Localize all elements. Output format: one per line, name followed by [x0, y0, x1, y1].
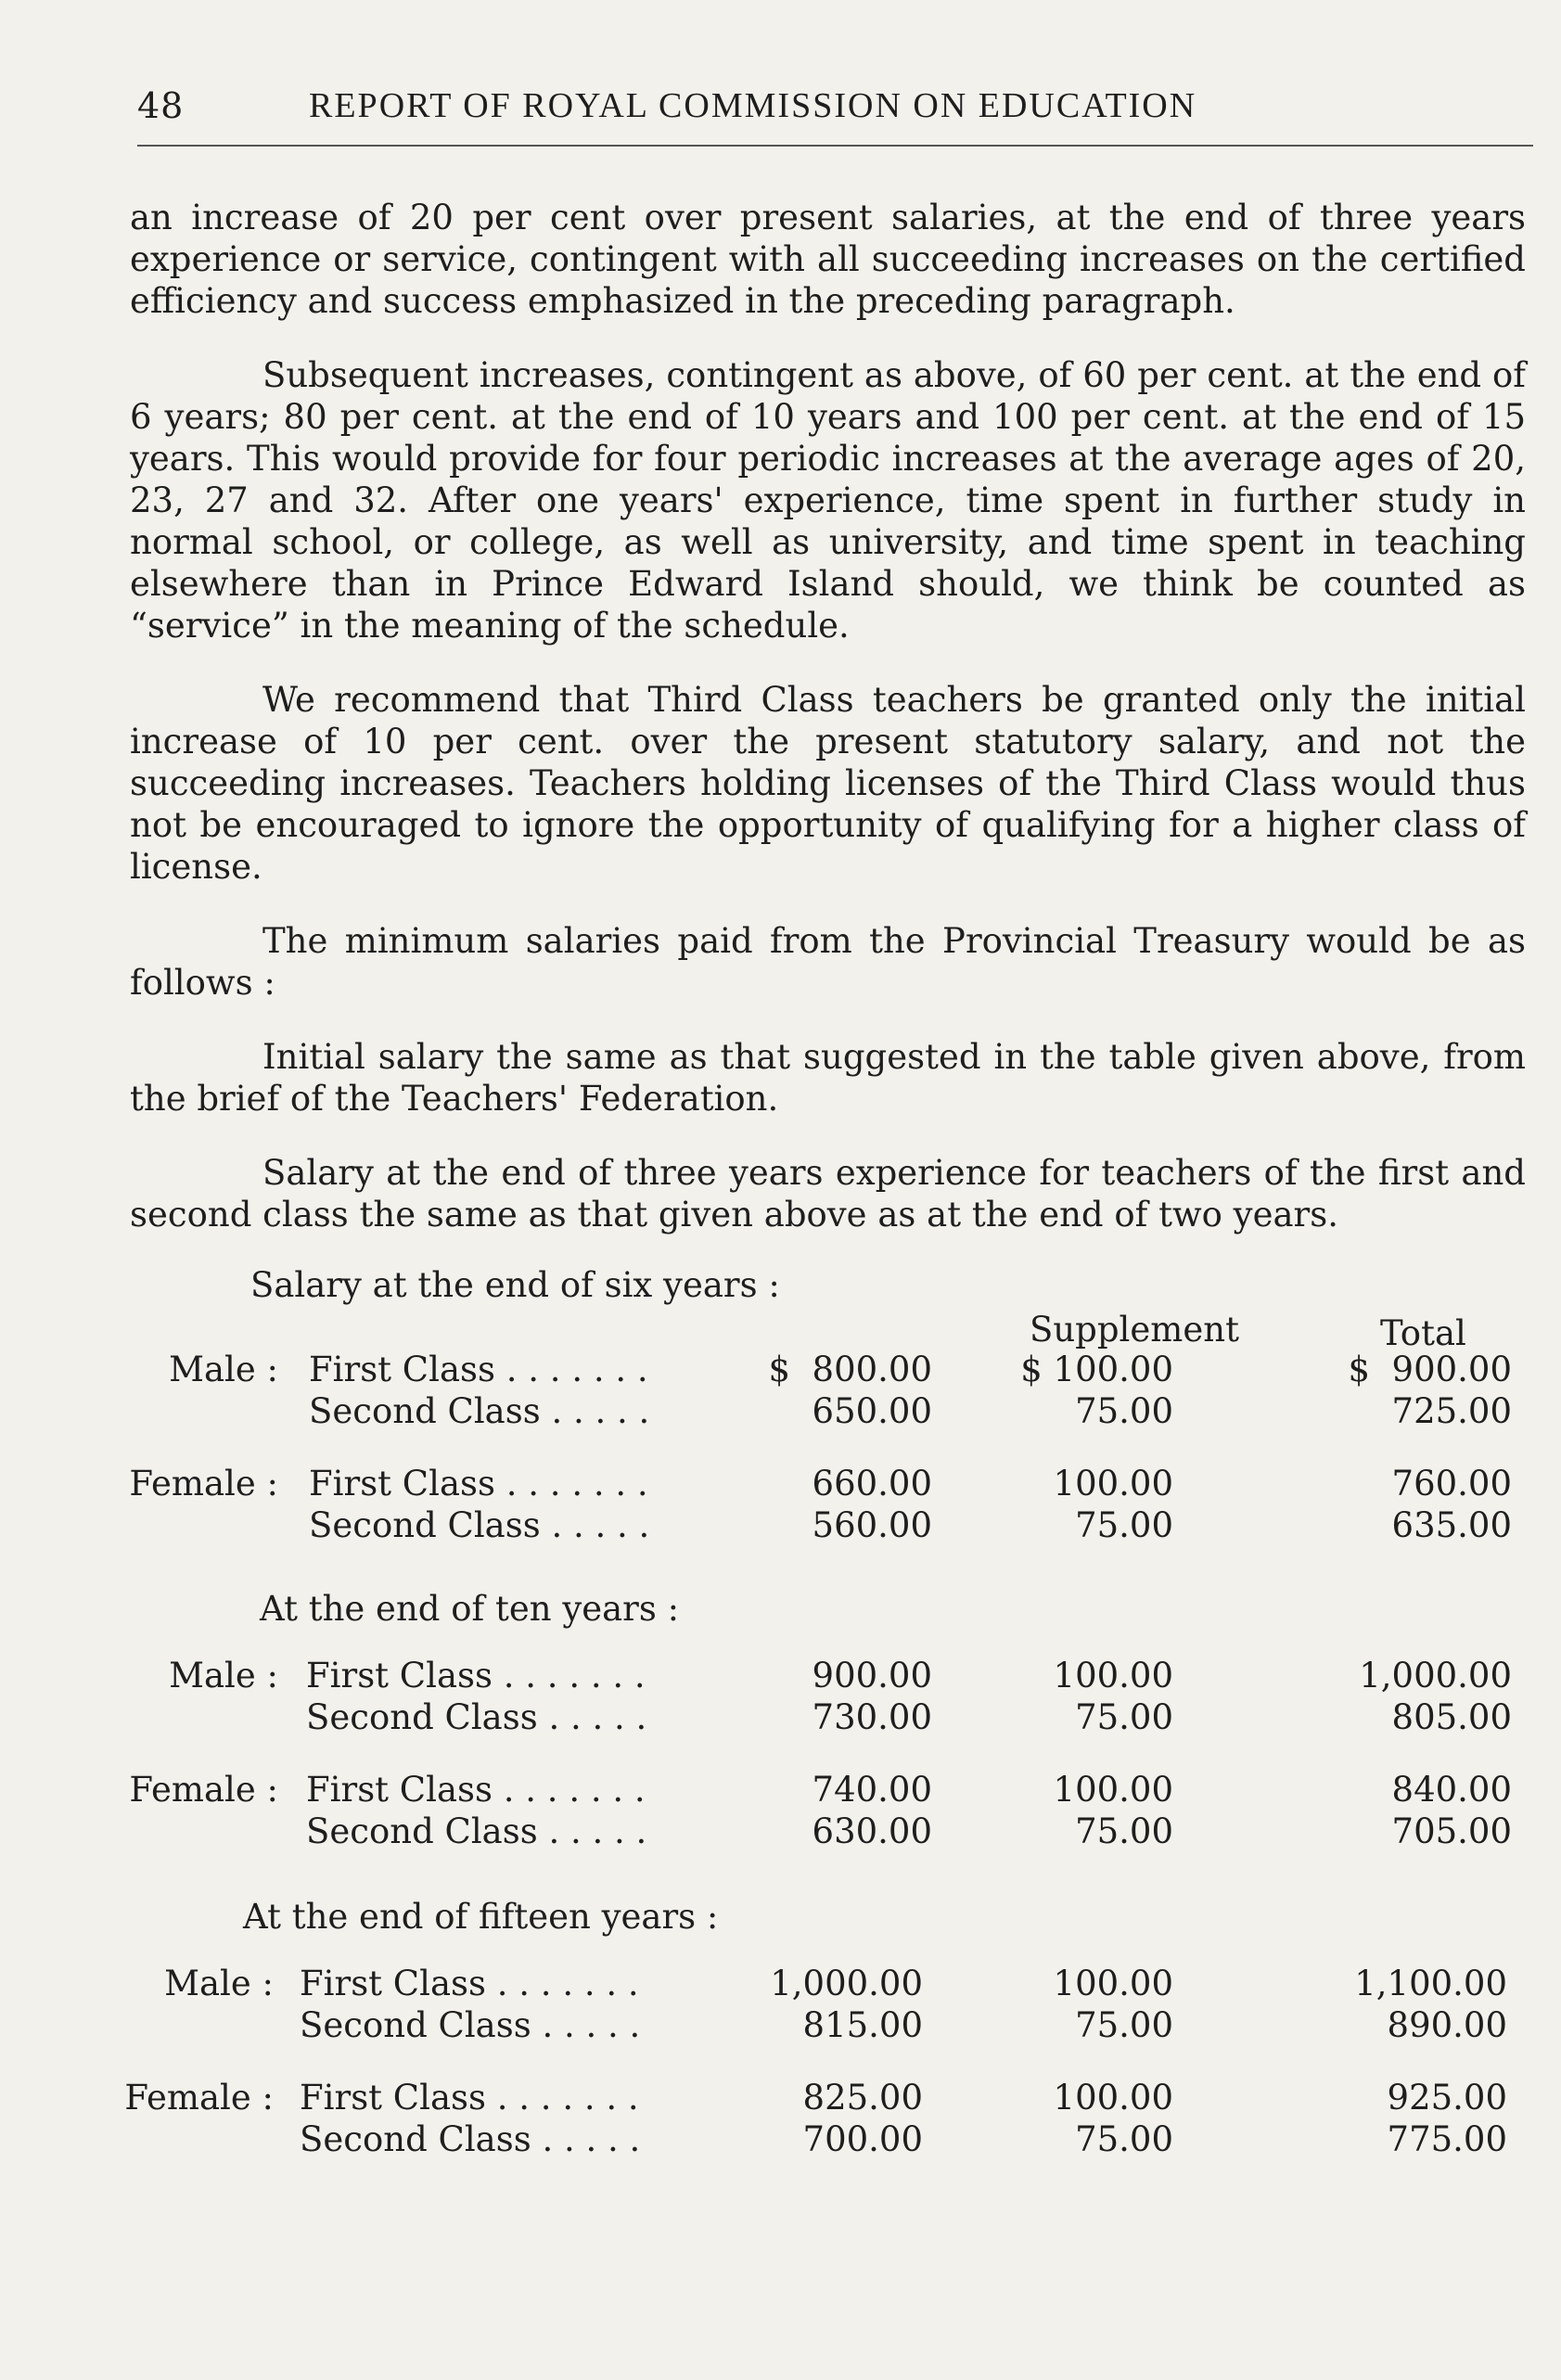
- section-heading: At the end of fifteen years :: [243, 1897, 719, 1937]
- supplement-value: 75.00: [1075, 1697, 1173, 1737]
- salary-value: 1,000.00: [770, 1964, 923, 2003]
- salary-value: 825.00: [802, 2078, 923, 2118]
- supplement-value: 100.00: [1053, 1964, 1173, 2003]
- table-row: [0, 2078, 1561, 2120]
- section-heading: Salary at the end of six years :: [250, 1265, 780, 1305]
- total-value: 760.00: [1391, 1464, 1512, 1503]
- gender-label: Male :: [169, 1656, 278, 1695]
- total-value: 775.00: [1387, 2119, 1507, 2159]
- gender-label: Female :: [124, 2078, 274, 2118]
- supplement-value: 75.00: [1075, 2119, 1173, 2159]
- paragraph: We recommend that Third Class teachers be granted only the initial increase of 10 per cent. over the present statutory salary, and not the succeeding increases. Teachers holding licenses of the Third Class would thus not be encouraged to ignore the opportunity of qualifying for a higher class of license.: [130, 680, 1526, 887]
- salary-value: 730.00: [812, 1697, 932, 1737]
- salary-value: 660.00: [812, 1464, 932, 1503]
- table-row: [0, 1964, 1561, 2006]
- salary-value: 630.00: [812, 1811, 932, 1851]
- total-value: 805.00: [1391, 1697, 1512, 1737]
- gender-label: Male :: [169, 1350, 278, 1389]
- class-label: First Class . . . . . . .: [300, 2078, 639, 2118]
- salary-value: 815.00: [802, 2005, 923, 2045]
- body-text: [130, 197, 1526, 1235]
- table-row: [0, 1505, 1561, 1548]
- class-label: First Class . . . . . . .: [300, 1964, 639, 2003]
- total-value: 925.00: [1387, 2078, 1507, 2118]
- paragraph: Salary at the end of three years experience for teachers of the first and second class the same as that given above as at the end of two years.: [130, 1153, 1526, 1235]
- supplement-value: 100.00: [1053, 1656, 1173, 1695]
- supplement-value: 100.00: [1053, 1770, 1173, 1810]
- class-label: Second Class . . . . .: [309, 1391, 650, 1431]
- table-row: [0, 1811, 1561, 1854]
- table-row: [0, 1656, 1561, 1698]
- table-row: [0, 1391, 1561, 1434]
- salary-value: 740.00: [812, 1770, 932, 1810]
- paragraph: The minimum salaries paid from the Provincial Treasury would be as follows :: [130, 921, 1526, 1003]
- total-column-header: Total: [1380, 1313, 1466, 1353]
- total-value: 635.00: [1391, 1505, 1512, 1545]
- header-rule: [137, 145, 1533, 147]
- supplement-column-header: Supplement: [1030, 1310, 1239, 1350]
- table-row: [0, 1464, 1561, 1506]
- supplement-value: 75.00: [1075, 1811, 1173, 1851]
- total-value: 890.00: [1387, 2005, 1507, 2045]
- supplement-value: 100.00: [1053, 1464, 1173, 1503]
- total-value: $ 900.00: [1348, 1350, 1512, 1389]
- gender-label: Female :: [129, 1770, 278, 1810]
- class-label: First Class . . . . . . .: [306, 1770, 646, 1810]
- paragraph: an increase of 20 per cent over present salaries, at the end of three years experience or service, contingent with all succeeding increases on the certified efficiency and success emphasized in the preceding paragraph.: [130, 198, 1526, 321]
- paragraph: Initial salary the same as that suggested in the table given above, from the brief of the Teachers' Federation.: [130, 1037, 1526, 1119]
- supplement-value: 75.00: [1075, 1391, 1173, 1431]
- class-label: Second Class . . . . .: [309, 1505, 650, 1545]
- class-label: Second Class . . . . .: [306, 1811, 647, 1851]
- gender-label: Female :: [129, 1464, 278, 1503]
- paragraph: Subsequent increases, contingent as above, of 60 per cent. at the end of 6 years; 80 per cent. at the end of 10 years and 100 per cent. at the end of 15 years. This would provide for four periodic increases at the average ages of 20, 23, 27 and 32. After one years' experience, time spent in further study in normal school, or college, as well as university, and time spent in teaching elsewhere than in Prince Edward Island should, we think be counted as “service” in the meaning of the schedule.: [130, 355, 1526, 646]
- total-value: 840.00: [1391, 1770, 1512, 1810]
- class-label: Second Class . . . . .: [300, 2005, 641, 2045]
- supplement-value: 75.00: [1075, 2005, 1173, 2045]
- class-label: First Class . . . . . . .: [306, 1656, 646, 1695]
- total-value: 1,000.00: [1359, 1656, 1512, 1695]
- table-row: [0, 2005, 1561, 2048]
- class-label: First Class . . . . . . .: [309, 1464, 648, 1503]
- total-value: 705.00: [1391, 1811, 1512, 1851]
- page-header: [137, 85, 1529, 141]
- supplement-value: 100.00: [1053, 2078, 1173, 2118]
- total-value: 1,100.00: [1354, 1964, 1507, 2003]
- total-value: 725.00: [1391, 1391, 1512, 1431]
- salary-value: 900.00: [812, 1656, 932, 1695]
- salary-value: $ 800.00: [768, 1350, 932, 1389]
- table-row: [0, 2119, 1561, 2162]
- section-heading: At the end of ten years :: [260, 1589, 680, 1629]
- page-number: 48: [137, 85, 185, 126]
- class-label: First Class . . . . . . .: [309, 1350, 648, 1389]
- salary-value: 560.00: [812, 1505, 932, 1545]
- supplement-value: 75.00: [1075, 1505, 1173, 1545]
- running-title: REPORT OF ROYAL COMMISSION ON EDUCATION: [309, 86, 1197, 125]
- class-label: Second Class . . . . .: [300, 2119, 641, 2159]
- table-row: [0, 1770, 1561, 1812]
- supplement-value: $ 100.00: [1020, 1350, 1173, 1389]
- class-label: Second Class . . . . .: [306, 1697, 647, 1737]
- table-row: [0, 1350, 1561, 1392]
- salary-value: 700.00: [802, 2119, 923, 2159]
- table-row: [0, 1697, 1561, 1740]
- gender-label: Male :: [164, 1964, 274, 2003]
- salary-value: 650.00: [812, 1391, 932, 1431]
